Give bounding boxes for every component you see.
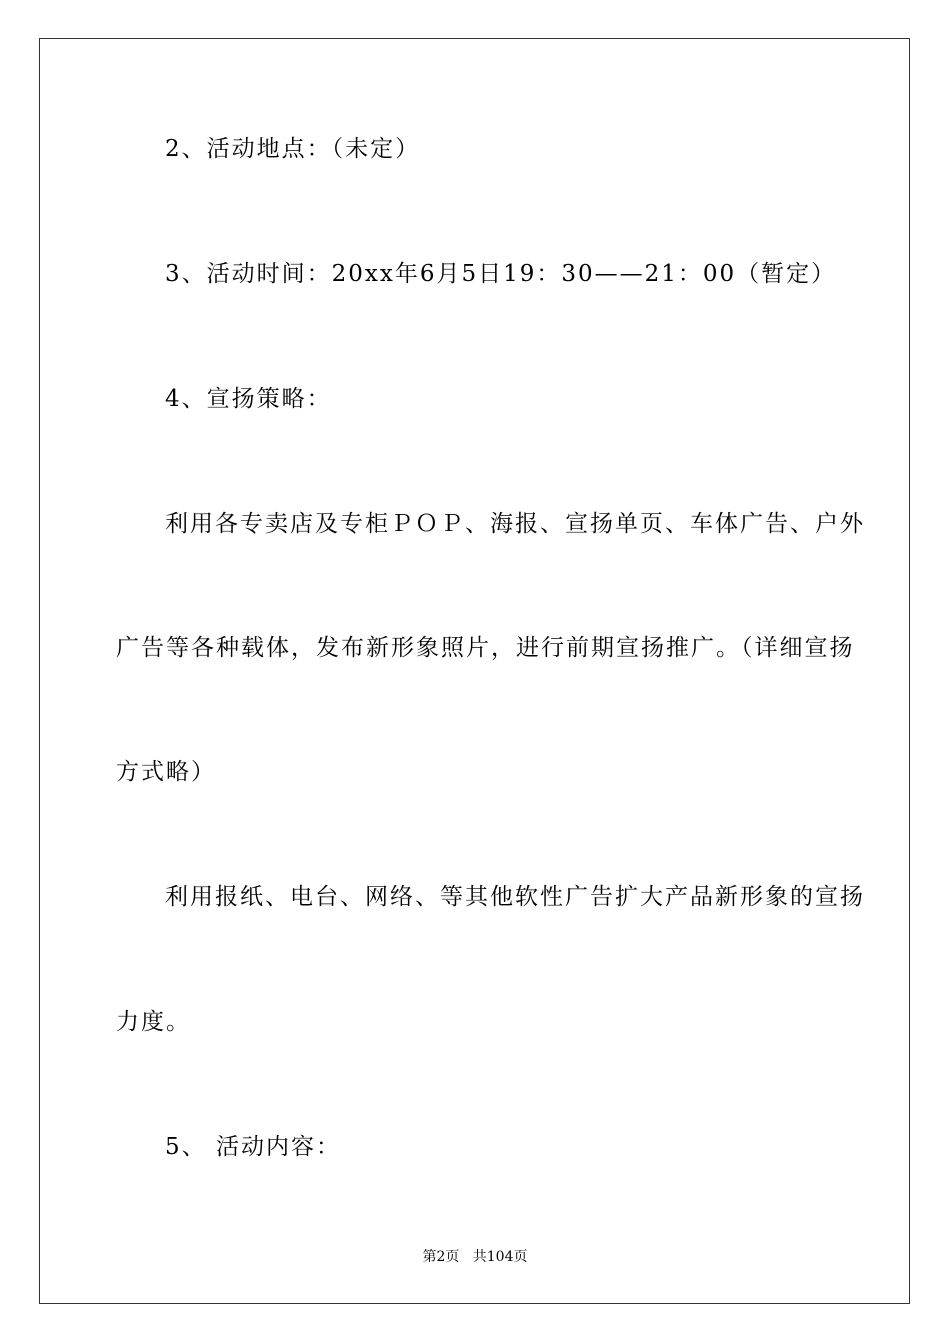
paragraph-promotion-strategy-heading: 4、宣扬策略： <box>165 386 332 412</box>
page-footer <box>0 1247 950 1267</box>
paragraph-activity-time: 3、活动时间：20xx年6月5日19：30——21：00（暂定） <box>165 261 837 287</box>
total-pages: 共104页 <box>472 1249 528 1265</box>
page-frame <box>39 38 910 1304</box>
paragraph-activity-location: 2、活动地点：（未定） <box>165 136 421 162</box>
page-number: 第2页 <box>422 1249 460 1265</box>
paragraph-promotion-text-line-3: 方式略） <box>116 759 216 785</box>
paragraph-promotion-text-line-1: 利用各专卖店及专柜ＰＯＰ、海报、宣扬单页、车体广告、户外 <box>165 511 865 537</box>
paragraph-media-promotion-line-1: 利用报纸、电台、网络、等其他软性广告扩大产品新形象的宣扬 <box>165 884 865 910</box>
paragraph-activity-content-heading: 5、 活动内容： <box>165 1134 341 1160</box>
paragraph-media-promotion-line-2: 力度。 <box>116 1009 191 1035</box>
paragraph-promotion-text-line-2: 广告等各种载体，发布新形象照片，进行前期宣扬推广。（详细宣扬 <box>116 635 855 661</box>
